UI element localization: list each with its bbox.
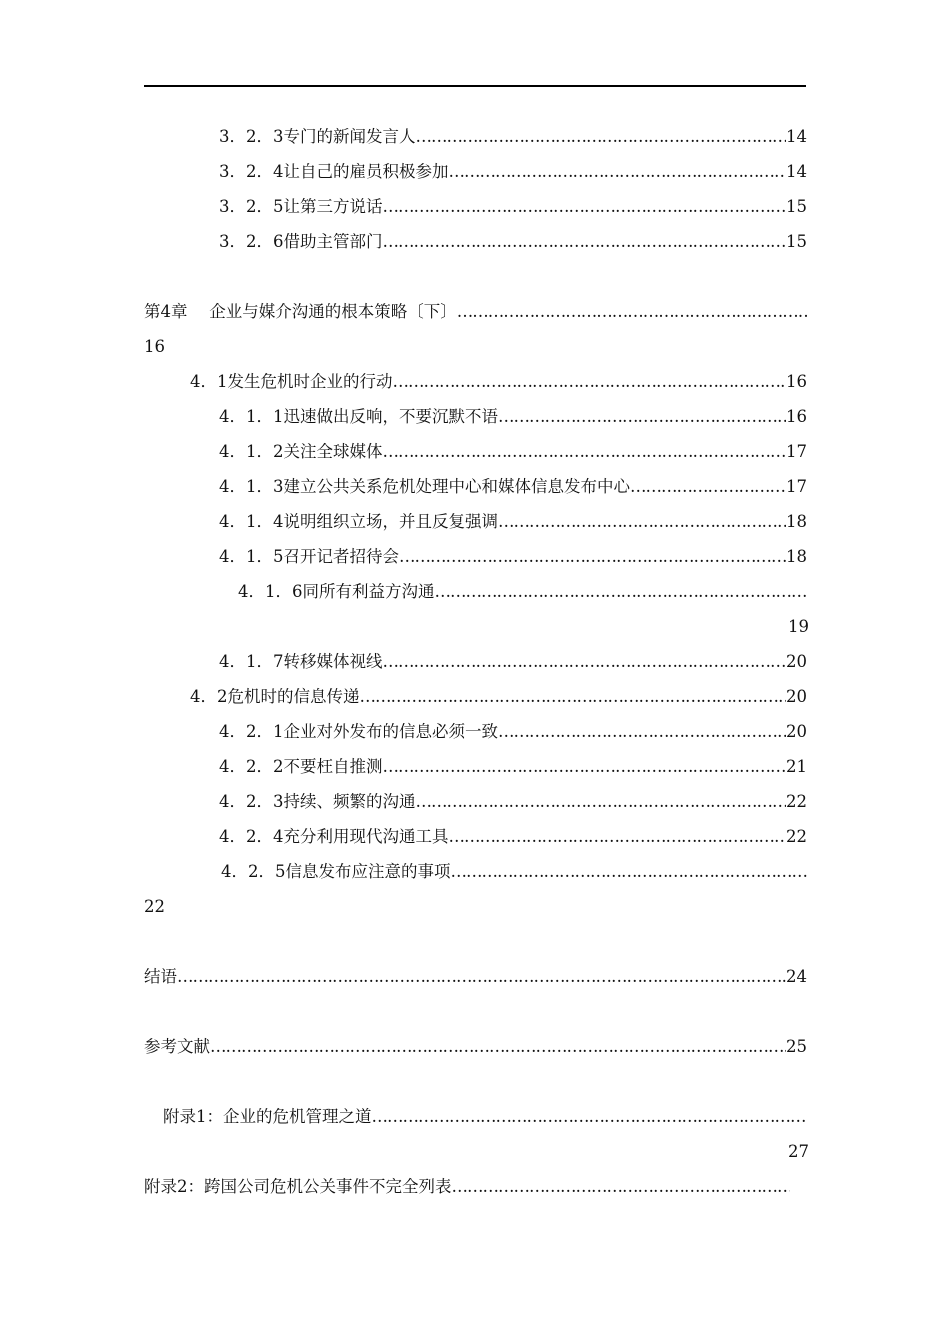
toc-entry[interactable] [219,826,807,848]
toc-entry[interactable] [219,406,807,428]
dot-leader [451,861,808,883]
toc-entry-page: 20 [786,687,807,706]
toc-entry-title: 4．1．2关注全球媒体 [219,442,383,461]
dot-leader [393,371,787,393]
toc-entry-page: 16 [786,407,807,426]
toc-entry-page: 22 [786,827,807,846]
toc-entry-title: 4．1．3建立公共关系危机处理中心和媒体信息发布中心 [219,477,630,496]
dot-leader [383,651,787,673]
toc-entry[interactable] [238,581,807,603]
dot-leader [449,826,787,848]
toc-entry-title: 4．2．3持续、频繁的沟通 [219,792,416,811]
toc-entry[interactable] [190,371,807,393]
toc-entry-title: 附录2：跨国公司危机公关事件不完全列表 [144,1177,452,1196]
toc-entry[interactable] [219,196,807,218]
toc-entry-page: 22 [144,897,165,916]
toc-entry-page: 16 [144,337,165,356]
dot-leader [449,161,787,183]
toc-entry[interactable] [190,686,807,708]
toc-entry-title: 4．1．6同所有利益方沟通 [238,582,435,601]
toc-entry-page: 18 [786,512,807,531]
toc-entry-title: 4．1．4说明组织立场，并且反复强调 [219,512,498,531]
toc-entry-title: 4．2．4充分利用现代沟通工具 [219,827,449,846]
toc-entry-page: 24 [786,967,807,986]
toc-chapter[interactable] [144,1036,807,1058]
toc-entry-page: 18 [786,547,807,566]
toc-entry-title: 参考文献 [144,1037,210,1056]
dot-leader [416,791,787,813]
toc-entry[interactable] [221,861,807,883]
toc-chapter[interactable] [163,1106,807,1128]
dot-leader [452,1176,791,1198]
toc-entry-title: 附录1：企业的危机管理之道 [163,1107,372,1126]
toc-entry[interactable] [219,476,807,498]
toc-entry[interactable] [219,756,807,778]
toc-entry-page: 21 [786,757,807,776]
toc-entry-title: 4．2．2不要枉自推测 [219,757,383,776]
dot-leader [498,721,786,743]
toc-entry-page: 20 [786,722,807,741]
toc-entry[interactable] [219,546,807,568]
dot-leader [416,126,787,148]
toc-entry-page: 15 [786,197,807,216]
dot-leader [360,686,787,708]
dot-leader [498,406,786,428]
dot-leader [383,196,787,218]
dot-leader [383,756,787,778]
dot-leader [457,301,807,323]
toc-chapter[interactable] [144,966,807,988]
toc-entry-title: 4．2危机时的信息传递 [190,687,360,706]
toc-entry-page: 25 [786,1037,807,1056]
toc-entry[interactable] [219,126,807,148]
dot-leader [399,546,786,568]
toc-entry-title: 3．2．4让自己的雇员积极参加 [219,162,449,181]
dot-leader [383,231,787,253]
toc-entry-page: 16 [786,372,807,391]
toc-entry-title: 4．1．1迅速做出反响，不要沉默不语 [219,407,498,426]
dot-leader [498,511,786,533]
toc-entry-page: 27 [788,1142,809,1161]
header-rule [144,85,806,87]
toc-entry-page: 20 [786,652,807,671]
toc-entry-page: 17 [786,442,807,461]
toc-entry-page: 19 [788,617,809,636]
toc-entry[interactable] [219,721,807,743]
dot-leader [383,441,787,463]
toc-entry[interactable] [219,231,807,253]
toc-entry-title: 第4章 企业与媒介沟通的根本策略〔下〕 [144,302,457,321]
toc-entry-title: 4．1发生危机时企业的行动 [190,372,393,391]
toc-entry[interactable] [219,791,807,813]
toc-entry-title: 3．2．3专门的新闻发言人 [219,127,416,146]
dot-leader [210,1036,786,1058]
toc-chapter[interactable] [144,1176,790,1198]
toc-entry[interactable] [219,161,807,183]
toc-chapter[interactable] [144,301,807,323]
toc-entry-page: 14 [786,127,807,146]
toc-entry-page: 14 [786,162,807,181]
dot-leader [372,1106,808,1128]
toc-entry[interactable] [219,441,807,463]
toc-entry-title: 4．1．7转移媒体视线 [219,652,383,671]
dot-leader [177,966,786,988]
toc-entry-page: 15 [786,232,807,251]
toc-entry[interactable] [219,651,807,673]
toc-entry-page: 17 [786,477,807,496]
toc-entry-page: 22 [786,792,807,811]
toc-entry-title: 4．1．5召开记者招待会 [219,547,399,566]
toc-entry-title: 3．2．6借助主管部门 [219,232,383,251]
toc-entry-title: 4．2．1企业对外发布的信息必须一致 [219,722,498,741]
toc-entry-title: 4．2．5信息发布应注意的事项 [221,862,451,881]
dot-leader [630,476,786,498]
dot-leader [435,581,808,603]
toc-entry-title: 结语 [144,967,177,986]
toc-entry[interactable] [219,511,807,533]
toc-entry-title: 3．2．5让第三方说话 [219,197,383,216]
